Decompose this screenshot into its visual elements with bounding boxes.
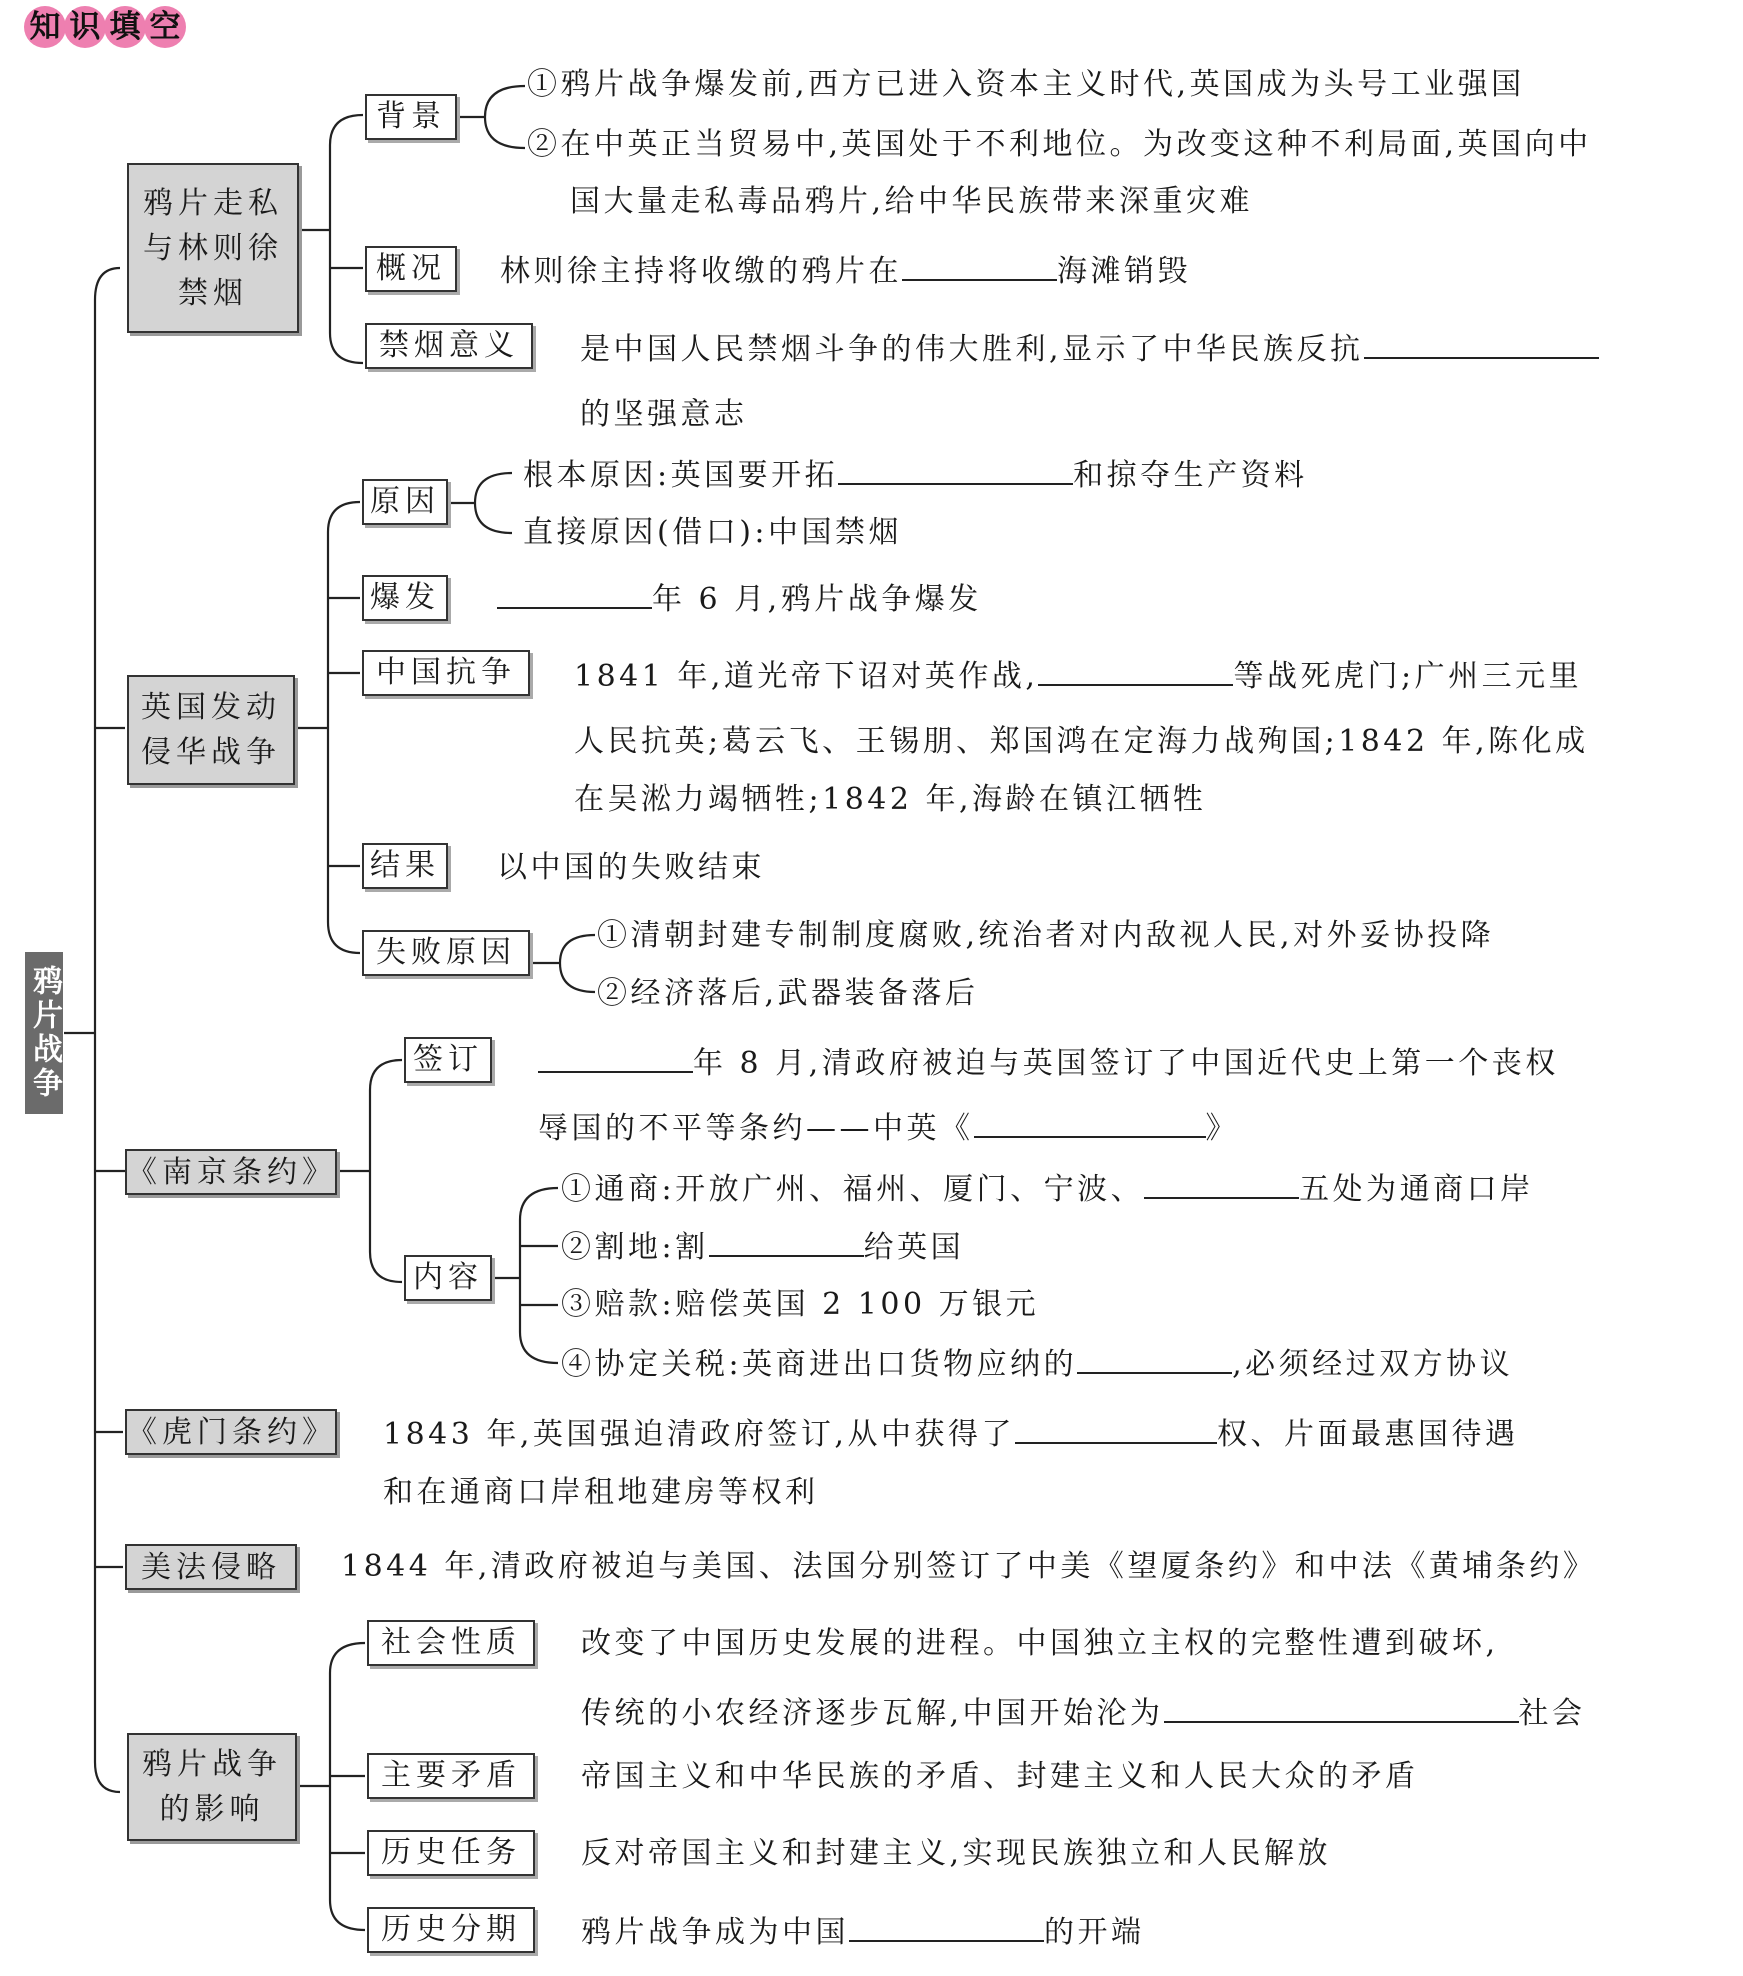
cause-direct: 直接原因(借口):中国禁烟 [523, 515, 903, 550]
nature-after: 社会 [1518, 1696, 1586, 1731]
badge-char: 空 [144, 6, 186, 48]
overview-before: 林则徐主持将收缴的鸦片在 [500, 254, 902, 289]
label-historical-task: 历史任务 [367, 1830, 535, 1876]
nature-line-2 [581, 1697, 1586, 1729]
background-item-2: ②在中英正当贸易中,英国处于不利地位。为改变这种不利局面,英国向中 [527, 127, 1592, 162]
overview-text [500, 255, 1191, 287]
topic-smuggling [127, 163, 299, 333]
topic-us-france: 美法侵略 [125, 1544, 297, 1590]
cause-root-after: 和掠夺生产资料 [1073, 458, 1308, 493]
period-after: 的开端 [1044, 1915, 1145, 1950]
humen-line-1 [383, 1418, 1518, 1450]
trade-after: 五处为通商口岸 [1299, 1172, 1534, 1207]
resistance-line-2: 人民抗英;葛云飞、王锡朋、郑国鸿在定海力战殉国;1842 年,陈化成 [574, 724, 1589, 759]
label-outbreak: 爆发 [362, 575, 448, 621]
root-topic: 鸦片战争 [25, 952, 63, 1114]
topic-line: 鸦片战争 [142, 1747, 282, 1782]
content-land [561, 1231, 964, 1263]
nature-blank[interactable] [1164, 1697, 1519, 1723]
label-signing: 签订 [404, 1037, 492, 1083]
content-trade [561, 1173, 1534, 1205]
period-text [581, 1916, 1145, 1948]
overview-blank[interactable] [902, 255, 1057, 281]
land-blank[interactable] [709, 1231, 864, 1257]
signing-line2-before: 辱国的不平等条约——中英《 [538, 1111, 974, 1146]
failure-item-2: ②经济落后,武器装备落后 [597, 976, 979, 1011]
resistance-blank[interactable] [1038, 660, 1233, 686]
badge-char: 识 [64, 6, 106, 48]
topic-impact [127, 1733, 297, 1841]
overview-after: 海滩销毁 [1057, 254, 1191, 289]
resistance-before: 1841 年,道光帝下诏对英作战, [574, 659, 1039, 694]
significance-line-1 [580, 333, 1599, 365]
cause-root-blank[interactable] [838, 459, 1073, 485]
topic-line: 英国发动 [141, 690, 281, 725]
label-overview: 概况 [365, 246, 457, 292]
land-before: ②割地:割 [561, 1230, 709, 1265]
signing-line-2 [538, 1112, 1239, 1144]
treaty-name-blank[interactable] [974, 1112, 1206, 1138]
topic-line: 鸦片走私 [143, 185, 283, 221]
cause-root-before: 根本原因:英国要开拓 [523, 458, 839, 493]
background-item-2-cont: 国大量走私毒品鸦片,给中华民族带来深重灾难 [570, 184, 1254, 219]
label-historical-period: 历史分期 [367, 1907, 535, 1953]
knowledge-fill-badge [24, 6, 184, 48]
topic-humen-treaty: 《虎门条约》 [125, 1409, 337, 1455]
resistance-line-1 [574, 660, 1582, 692]
land-after: 给英国 [863, 1230, 965, 1265]
outbreak-year-blank[interactable] [497, 583, 652, 609]
contradiction-text: 帝国主义和中华民族的矛盾、封建主义和人民大众的矛盾 [581, 1759, 1419, 1794]
tariff-before: ④协定关税:英商进出口货物应纳的 [561, 1347, 1078, 1382]
outbreak-after: 年 6 月,鸦片战争爆发 [652, 582, 982, 617]
background-item-1: ①鸦片战争爆发前,西方已进入资本主义时代,英国成为头号工业强国 [527, 67, 1525, 102]
significance-blank[interactable] [1364, 333, 1599, 359]
label-background: 背景 [365, 94, 457, 140]
result-text: 以中国的失败结束 [497, 850, 765, 885]
topic-line: 侵华战争 [141, 735, 281, 770]
us-france-text: 1844 年,清政府被迫与美国、法国分别签订了中美《望厦条约》和中法《黄埔条约》 [341, 1549, 1597, 1584]
signing-year-blank[interactable] [538, 1047, 693, 1073]
topic-line: 的影响 [159, 1792, 265, 1827]
trade-before: ①通商:开放广州、福州、厦门、宁波、 [561, 1172, 1145, 1207]
significance-text: 是中国人民禁烟斗争的伟大胜利,显示了中华民族反抗 [580, 332, 1364, 367]
task-text: 反对帝国主义和封建主义,实现民族独立和人民解放 [581, 1836, 1332, 1871]
period-before: 鸦片战争成为中国 [581, 1915, 849, 1950]
signing-line1-text: 年 8 月,清政府被迫与英国签订了中国近代史上第一个丧权 [693, 1046, 1559, 1081]
humen-before: 1843 年,英国强迫清政府签订,从中获得了 [383, 1417, 1015, 1452]
badge-char: 填 [104, 6, 146, 48]
topic-line: 禁烟 [178, 275, 248, 311]
significance-line-2: 的坚强意志 [580, 397, 748, 432]
cause-root [523, 459, 1308, 491]
content-tariff [561, 1348, 1513, 1380]
label-failure: 失败原因 [362, 930, 530, 976]
nature-before: 传统的小农经济逐步瓦解,中国开始沦为 [581, 1696, 1164, 1731]
failure-item-1: ①清朝封建专制制度腐败,统治者对内敌视人民,对外妥协投降 [597, 918, 1495, 953]
outbreak-text [497, 583, 982, 615]
tariff-after: ,必须经过双方协议 [1232, 1347, 1514, 1382]
resistance-after: 等战死虎门;广州三元里 [1233, 659, 1583, 694]
badge-char: 知 [24, 6, 66, 48]
signing-line-1 [538, 1047, 1559, 1079]
topic-nanjing-treaty: 《南京条约》 [125, 1149, 337, 1195]
label-social-nature: 社会性质 [367, 1620, 535, 1666]
topic-invasion [127, 675, 295, 785]
label-resistance: 中国抗争 [362, 650, 530, 696]
trade-port-blank[interactable] [1144, 1173, 1299, 1199]
period-blank[interactable] [849, 1916, 1044, 1942]
nature-line-1: 改变了中国历史发展的进程。中国独立主权的完整性遭到破坏, [581, 1626, 1499, 1661]
humen-after: 权、片面最惠国待遇 [1216, 1417, 1519, 1452]
label-result: 结果 [362, 843, 448, 889]
signing-line2-after: 》 [1205, 1111, 1239, 1146]
content-indemnity: ③赔款:赔偿英国 2 100 万银元 [561, 1287, 1040, 1322]
topic-line: 与林则徐 [143, 230, 283, 266]
label-main-contradiction: 主要矛盾 [367, 1753, 535, 1799]
humen-blank[interactable] [1015, 1418, 1217, 1444]
humen-line-2: 和在通商口岸租地建房等权利 [383, 1475, 819, 1510]
label-significance: 禁烟意义 [365, 323, 533, 369]
resistance-line-3: 在吴淞力竭牺牲;1842 年,海龄在镇江牺牲 [574, 782, 1207, 817]
label-content: 内容 [404, 1255, 492, 1301]
label-cause: 原因 [362, 479, 448, 525]
tariff-blank[interactable] [1077, 1348, 1232, 1374]
